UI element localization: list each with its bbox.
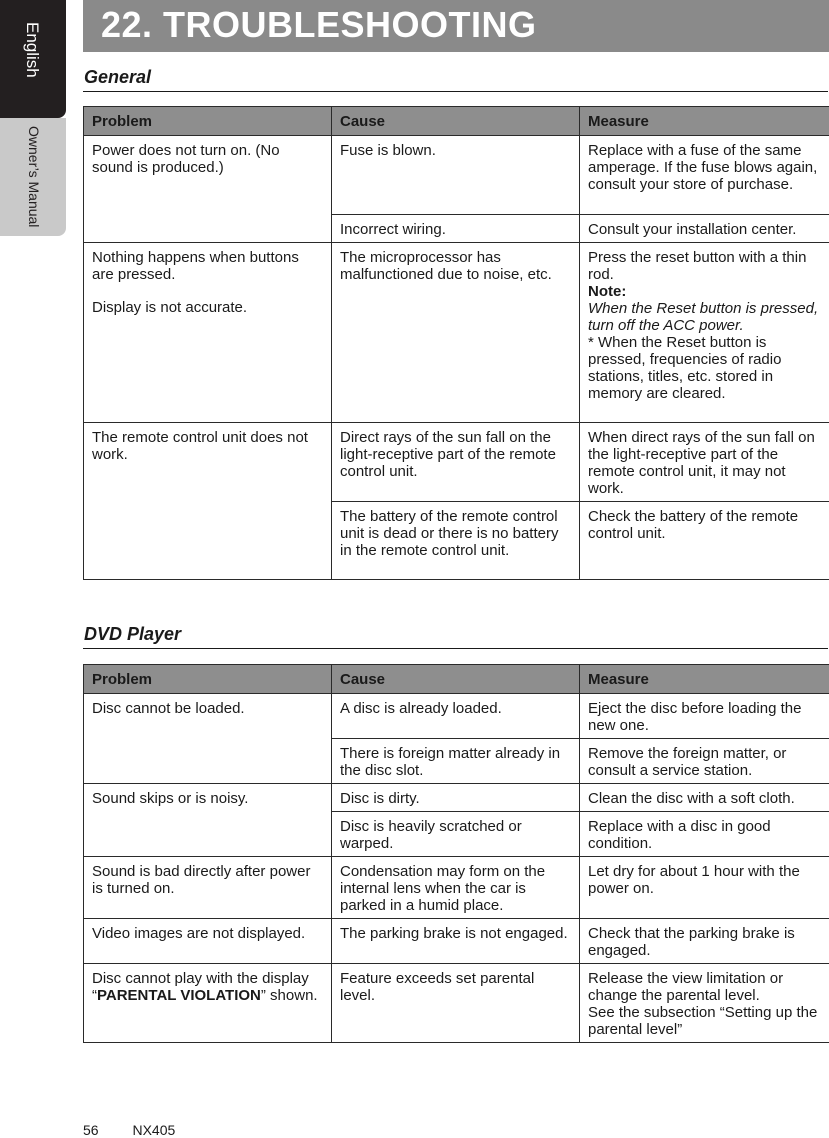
note-label: Note: <box>588 283 821 300</box>
measure-cell: Replace with a disc in good condition. <box>580 812 829 857</box>
cause-cell: Disc is heavily scratched or warped. <box>332 812 580 857</box>
note-extra: * When the Reset button is pressed, frequencies of radio stations, titles, etc. stored in memory are cleared. <box>588 334 821 402</box>
measure-text: See the subsection “Setting up the parental level” <box>588 1004 821 1038</box>
problem-cell <box>84 243 332 423</box>
section-title-general: General <box>83 67 828 92</box>
problem-cell: Sound is bad directly after power is turned on. <box>84 857 332 919</box>
cause-cell: Feature exceeds set parental level. <box>332 964 580 1043</box>
table-row <box>84 694 829 739</box>
cause-cell: Incorrect wiring. <box>332 215 580 243</box>
cause-cell: There is foreign matter already in the disc slot. <box>332 739 580 784</box>
measure-cell: Let dry for about 1 hour with the power on. <box>580 857 829 919</box>
cause-cell: A disc is already loaded. <box>332 694 580 739</box>
measure-cell: Check the battery of the remote control unit. <box>580 502 829 580</box>
measure-cell: Eject the disc before loading the new one. <box>580 694 829 739</box>
manual-tab-label: Owner’s Manual <box>26 126 42 227</box>
problem-cell: The remote control unit does not work. <box>84 423 332 580</box>
problem-cell: Power does not turn on. (No sound is produced.) <box>84 136 332 243</box>
header-cause: Cause <box>332 107 580 136</box>
header-problem: Problem <box>84 665 332 694</box>
measure-cell <box>580 964 829 1043</box>
parental-violation-text: PARENTAL VIOLATION <box>97 987 261 1004</box>
page-header <box>83 0 829 52</box>
header-measure: Measure <box>580 107 829 136</box>
problem-cell: Video images are not displayed. <box>84 919 332 964</box>
problem-text: Display is not accurate. <box>92 299 323 316</box>
problem-cell <box>84 964 332 1043</box>
problem-cell: Disc cannot be loaded. <box>84 694 332 784</box>
measure-cell: Remove the foreign matter, or consult a service station. <box>580 739 829 784</box>
general-troubleshooting-table <box>83 106 829 580</box>
problem-text: Disc cannot play with the display “ <box>92 970 309 1004</box>
measure-cell: Clean the disc with a soft cloth. <box>580 784 829 812</box>
table-header-row <box>84 107 829 136</box>
header-problem: Problem <box>84 107 332 136</box>
table-row <box>84 964 829 1043</box>
problem-text: Nothing happens when buttons are pressed. <box>92 249 323 283</box>
table-row <box>84 243 829 423</box>
measure-cell <box>580 243 829 423</box>
measure-cell: Check that the parking brake is engaged. <box>580 919 829 964</box>
dvd-troubleshooting-table <box>83 664 829 1043</box>
page-title: 22. TROUBLESHOOTING <box>101 4 537 46</box>
table-row <box>84 784 829 812</box>
header-measure: Measure <box>580 665 829 694</box>
table-row <box>84 423 829 502</box>
problem-text: ” shown. <box>261 987 318 1004</box>
cause-cell: The parking brake is not engaged. <box>332 919 580 964</box>
table-header-row <box>84 665 829 694</box>
measure-cell: When direct rays of the sun fall on the light-receptive part of the remote control unit, it may not work. <box>580 423 829 502</box>
page-number: 56 <box>83 1122 99 1138</box>
table-row <box>84 857 829 919</box>
cause-cell: The microprocessor has malfunctioned due to noise, etc. <box>332 243 580 423</box>
cause-cell: Fuse is blown. <box>332 136 580 215</box>
model-name: NX405 <box>132 1122 175 1138</box>
cause-cell: The battery of the remote control unit is dead or there is no battery in the remote control unit. <box>332 502 580 580</box>
language-tab <box>0 0 66 118</box>
measure-cell: Consult your installation center. <box>580 215 829 243</box>
manual-tab <box>0 118 66 236</box>
table-row <box>84 136 829 215</box>
table-row <box>84 919 829 964</box>
measure-text: Release the view limitation or change the parental level. <box>588 970 821 1004</box>
measure-cell: Replace with a fuse of the same amperage. If the fuse blows again, consult your store of purchase. <box>580 136 829 215</box>
header-cause: Cause <box>332 665 580 694</box>
language-tab-label: English <box>22 22 42 78</box>
measure-text: Press the reset button with a thin rod. <box>588 249 821 283</box>
note-text: When the Reset button is pressed, turn off the ACC power. <box>588 300 821 334</box>
section-title-dvd-player: DVD Player <box>83 624 828 649</box>
cause-cell: Direct rays of the sun fall on the light-receptive part of the remote control unit. <box>332 423 580 502</box>
cause-cell: Condensation may form on the internal lens when the car is parked in a humid place. <box>332 857 580 919</box>
cause-cell: Disc is dirty. <box>332 784 580 812</box>
problem-cell: Sound skips or is noisy. <box>84 784 332 857</box>
